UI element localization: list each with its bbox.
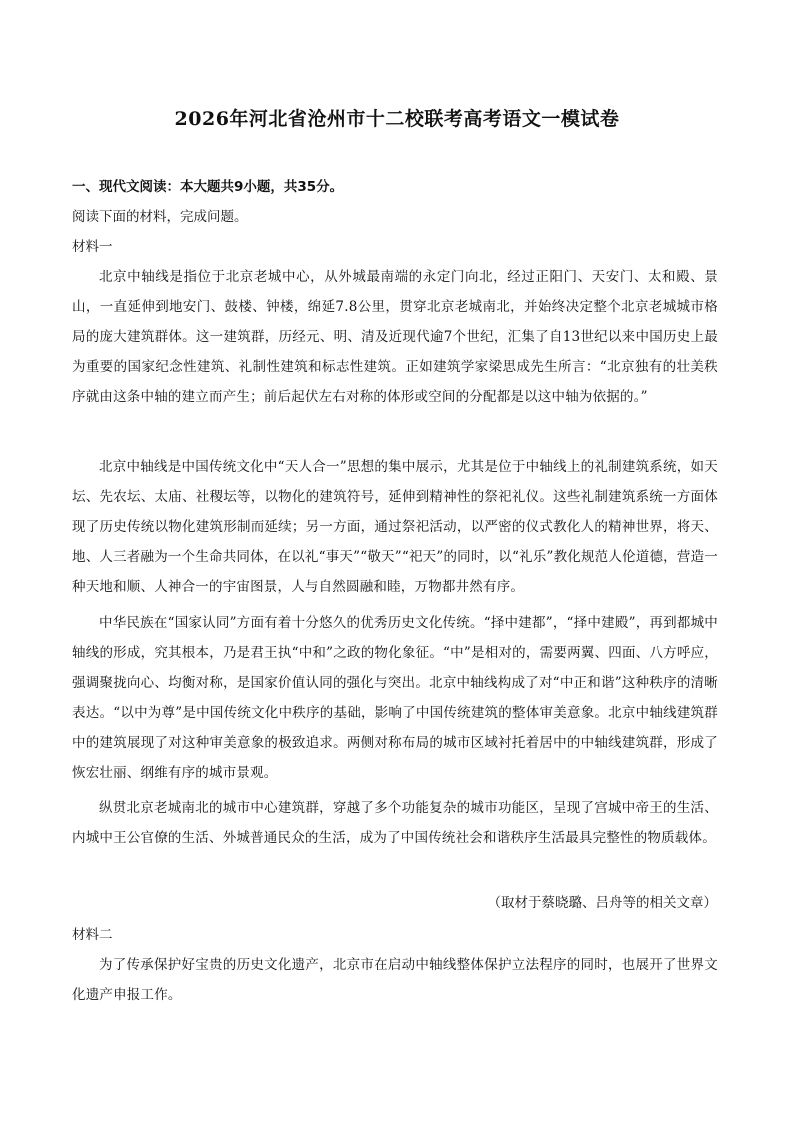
page-title: 2026年河北省沧州市十二校联考高考语文一模试卷 (174, 108, 620, 130)
material-two-paragraph: 为了传承保护好宝贵的历史文化遗产，北京市在启动中轴线整体保护立法程序的同时，也展开了世界文化遗产申报工作。 (72, 957, 718, 1003)
instruction-text: 阅读下面的材料，完成问题。 (72, 209, 248, 225)
material-one-paragraph: 北京中轴线是指位于北京老城中心，从外城最南端的永定门向北，经过正阳门、天安门、太和殿、景山，一直延伸到地安门、鼓楼、钟楼，绵延7.8公里，贯穿北京老城南北，并始终决定整个北京老城城市格局的庞大建筑群体。这一建筑群，历经元、明、清及近现代逾7个世纪，汇集了自13世纪以来中国历史上最为重要的国家纪念性建筑、礼制性建筑和标志性建筑。正如建筑学家梁思成先生所言：“北京独有的壮美秩序就由这条中轴的建立而产生；前后起伏左右对称的体形或空间的分配都是以这中轴为依据的。” (72, 269, 718, 405)
material-one-paragraph: 北京中轴线是中国传统文化中“天人合一”思想的集中展示，尤其是位于中轴线上的礼制建筑系统，如天坛、先农坛、太庙、社稷坛等，以物化的建筑符号，延伸到精神性的祭祀礼仪。这些礼制建筑系统一方面体现了历史传统以物化建筑形制而延续；另一方面，通过祭祀活动，以严密的仪式教化人的精神世界，将天、地、人三者融为一个生命共同体，在以礼“事天”“敬天”“祀天”的同时，以“礼乐”教化规范人伦道德，营造一种天地和顺、人神合一的宇宙图景，人与自然圆融和睦，万物都井然有序。 (72, 459, 718, 595)
section-heading: 一、现代文阅读：本大题共9小题，共35分。 (72, 179, 344, 195)
material-one-paragraph: 纵贯北京老城南北的城市中心建筑群，穿越了多个功能复杂的城市功能区，呈现了宫城中帝王的生活、内城中王公官僚的生活、外城普通民众的生活，成为了中国传统社会和谐秩序生活最具完整性的物质载体。 (72, 800, 718, 846)
material-one-source: （取材于蔡晓璐、吕舟等的相关文章） (487, 895, 717, 911)
material-one-label: 材料一 (72, 239, 113, 255)
material-two-label: 材料二 (72, 927, 113, 943)
material-one-paragraph: 中华民族在“国家认同”方面有着十分悠久的优秀历史文化传统。“择中建都”，“择中建殿”，再到都城中轴线的形成，究其根本，乃是君王执“中和”之政的物化象征。“中”是相对的，需要两翼、四面、八方呼应，强调聚拢向心、均衡对称，是国家价值认同的强化与突出。北京中轴线构成了对“中正和谐”这种秩序的清晰表达。“以中为尊”是中国传统文化中秩序的基础，影响了中国传统建筑的整体审美意象。北京中轴线建筑群中的建筑展现了对这种审美意象的极致追求。两侧对称布局的城市区域衬托着居中的中轴线建筑群，形成了恢宏壮丽、纲维有序的城市景观。 (72, 615, 718, 781)
